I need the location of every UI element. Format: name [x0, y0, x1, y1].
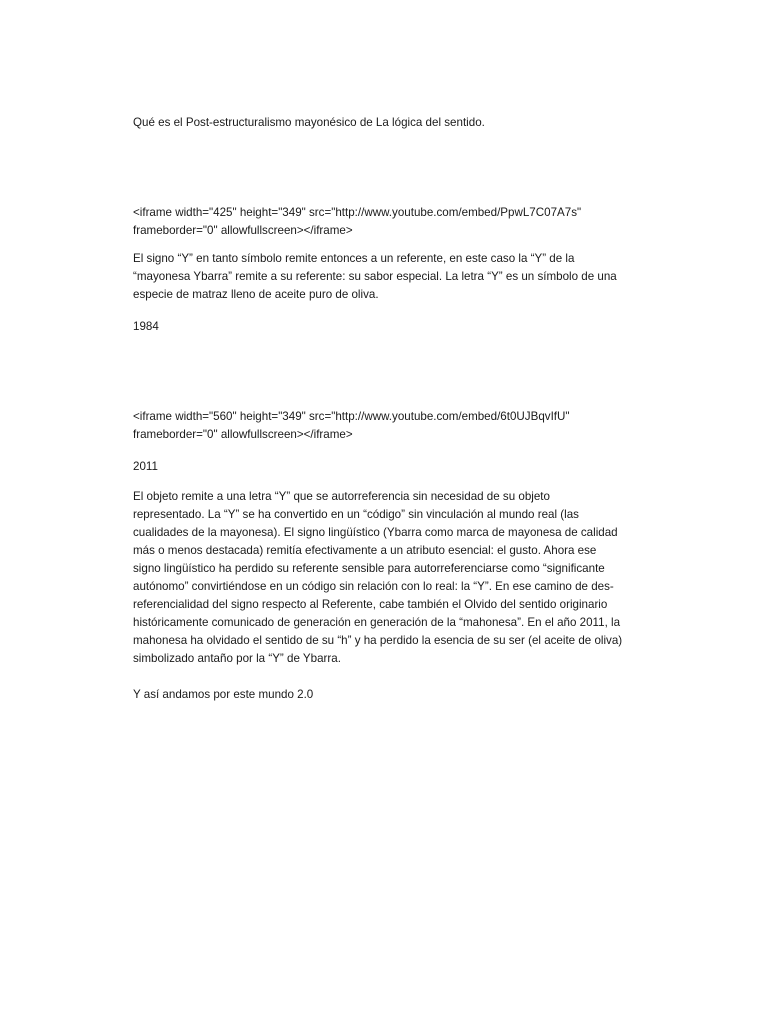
embed-code-line: <iframe width="425" height="349" src="http://www.youtube.com/embed/PpwL7C07A7s": [133, 206, 582, 219]
embed-code-line: <iframe width="560" height="349" src="http://www.youtube.com/embed/6t0UJBqvIfU": [133, 410, 570, 423]
paragraph-line: históricamente comunicado de generación en generación de la “mahonesa”. En el año 2011, la: [133, 616, 621, 629]
paragraph-line: El objeto remite a una letra “Y” que se autorreferencia sin necesidad de su objeto: [133, 490, 550, 503]
year-label: 1984: [133, 320, 159, 333]
title-line: Qué es el Post-estructuralismo mayonésico de La lógica del sentido.: [133, 116, 485, 129]
paragraph-line: signo lingüístico ha perdido su referente sensible para autorreferenciarse como “significante: [133, 562, 605, 575]
paragraph-line: mahonesa ha olvidado el sentido de su “h” y ha perdido la esencia de su ser (el aceite de oliva): [133, 634, 623, 647]
year-label: 2011: [133, 460, 158, 473]
paragraph-line: simbolizado antaño por la “Y” de Ybarra.: [133, 652, 341, 665]
paragraph-line: “mayonesa Ybarra” remite a su referente: su sabor especial. La letra “Y” es un símbolo de una: [133, 270, 617, 283]
embed-code-line: frameborder="0" allowfullscreen></iframe>: [133, 428, 353, 441]
paragraph-line: cualidades de la mayonesa). El signo lingüístico (Ybarra como marca de mayonesa de calidad: [133, 526, 618, 539]
paragraph-line: más o menos destacada) remitía efectivamente a un atributo esencial: el gusto. Ahora ese: [133, 544, 597, 557]
closing-text: Y así andamos por este mundo 2.0: [133, 688, 314, 701]
paragraph-line: representado. La “Y” se ha convertido en un “código” sin vinculación al mundo real (las: [133, 508, 579, 521]
iframe-embed-code-1: [133, 204, 643, 240]
year-heading-2011: [133, 458, 643, 476]
iframe-embed-code-2: [133, 408, 643, 444]
year-heading-1984: [133, 318, 643, 336]
paragraph-line: El signo “Y” en tanto símbolo remite entonces a un referente, en este caso la “Y” de la: [133, 252, 575, 265]
document-title: [133, 114, 643, 132]
paragraph-sign-symbol: [133, 250, 643, 304]
embed-code-line: frameborder="0" allowfullscreen></iframe>: [133, 224, 353, 237]
paragraph-object-letter: [133, 488, 643, 668]
paragraph-line: autónomo” convirtiéndose en un código sin relación con lo real: la “Y”. En ese camino de des-: [133, 580, 614, 593]
closing-line: [133, 686, 643, 704]
paragraph-line: referencialidad del signo respecto al Referente, cabe también el Olvido del sentido originario: [133, 598, 608, 611]
paragraph-line: especie de matraz lleno de aceite puro de oliva.: [133, 288, 379, 301]
